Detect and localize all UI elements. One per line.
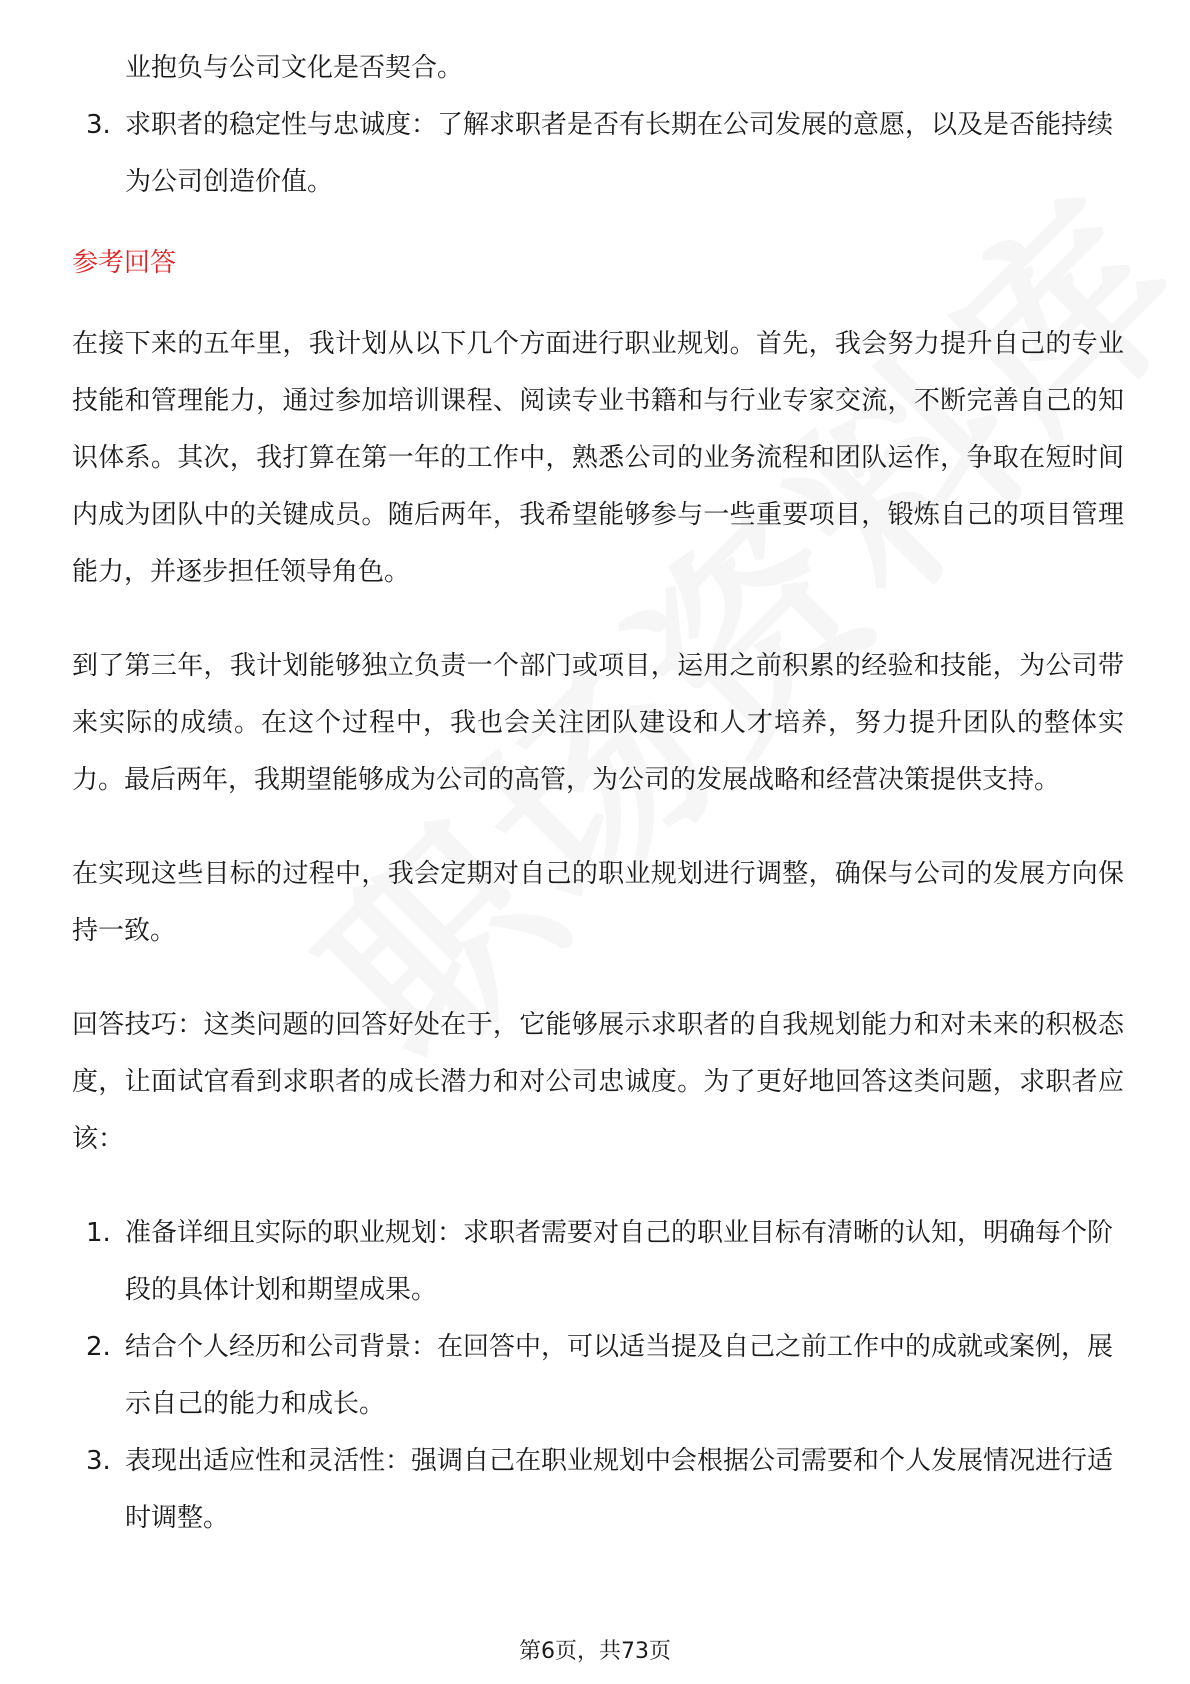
document-body	[72, 40, 1124, 1547]
list-item	[72, 1205, 1124, 1319]
tips-list	[72, 1205, 1124, 1547]
list-item-number: 1.	[86, 1218, 111, 1248]
list-item	[72, 1319, 1124, 1433]
answer-tips-paragraph: 回答技巧：这类问题的回答好处在于，它能够展示求职者的自我规划能力和对未来的积极态度，让面试官看到求职者的成长潜力和对公司忠诚度。为了更好地回答这类问题，求职者应该：	[72, 1010, 1124, 1154]
section-heading: 参考回答	[72, 248, 177, 278]
paragraph: 在实现这些目标的过程中，我会定期对自己的职业规划进行调整，确保与公司的发展方向保持一致。	[72, 859, 1124, 946]
list-item-text: 业抱负与公司文化是否契合。	[125, 53, 464, 83]
list-item-text: 准备详细且实际的职业规划：求职者需要对自己的职业目标有清晰的认知，明确每个阶段的具体计划和期望成果。	[125, 1218, 1114, 1305]
list-item-number: 3.	[86, 1446, 111, 1476]
list-item-number: 2.	[86, 1332, 111, 1362]
list-item-continuation	[72, 40, 1124, 97]
list-item-number: 3.	[86, 110, 111, 140]
list-item-text: 表现出适应性和灵活性：强调自己在职业规划中会根据公司需要和个人发展情况进行适时调整。	[125, 1446, 1114, 1533]
page-footer: 第6页，共73页	[519, 1639, 671, 1664]
list-item	[72, 1433, 1124, 1547]
list-item-text: 结合个人经历和公司背景：在回答中，可以适当提及自己之前工作中的成就或案例，展示自己的能力和成长。	[125, 1332, 1114, 1419]
list-item	[72, 97, 1124, 211]
paragraph: 到了第三年，我计划能够独立负责一个部门或项目，运用之前积累的经验和技能，为公司带来实际的成绩。在这个过程中，我也会关注团队建设和人才培养，努力提升团队的整体实力。最后两年，我期望能够成为公司的高管，为公司的发展战略和经营决策提供支持。	[72, 651, 1124, 795]
top-list	[72, 40, 1124, 211]
paragraph: 在接下来的五年里，我计划从以下几个方面进行职业规划。首先，我会努力提升自己的专业技能和管理能力，通过参加培训课程、阅读专业书籍和与行业专家交流，不断完善自己的知识体系。其次，我打算在第一年的工作中，熟悉公司的业务流程和团队运作，争取在短时间内成为团队中的关键成员。随后两年，我希望能够参与一些重要项目，锻炼自己的项目管理能力，并逐步担任领导角色。	[72, 329, 1124, 587]
list-item-text: 求职者的稳定性与忠诚度：了解求职者是否有长期在公司发展的意愿，以及是否能持续为公司创造价值。	[125, 110, 1114, 197]
